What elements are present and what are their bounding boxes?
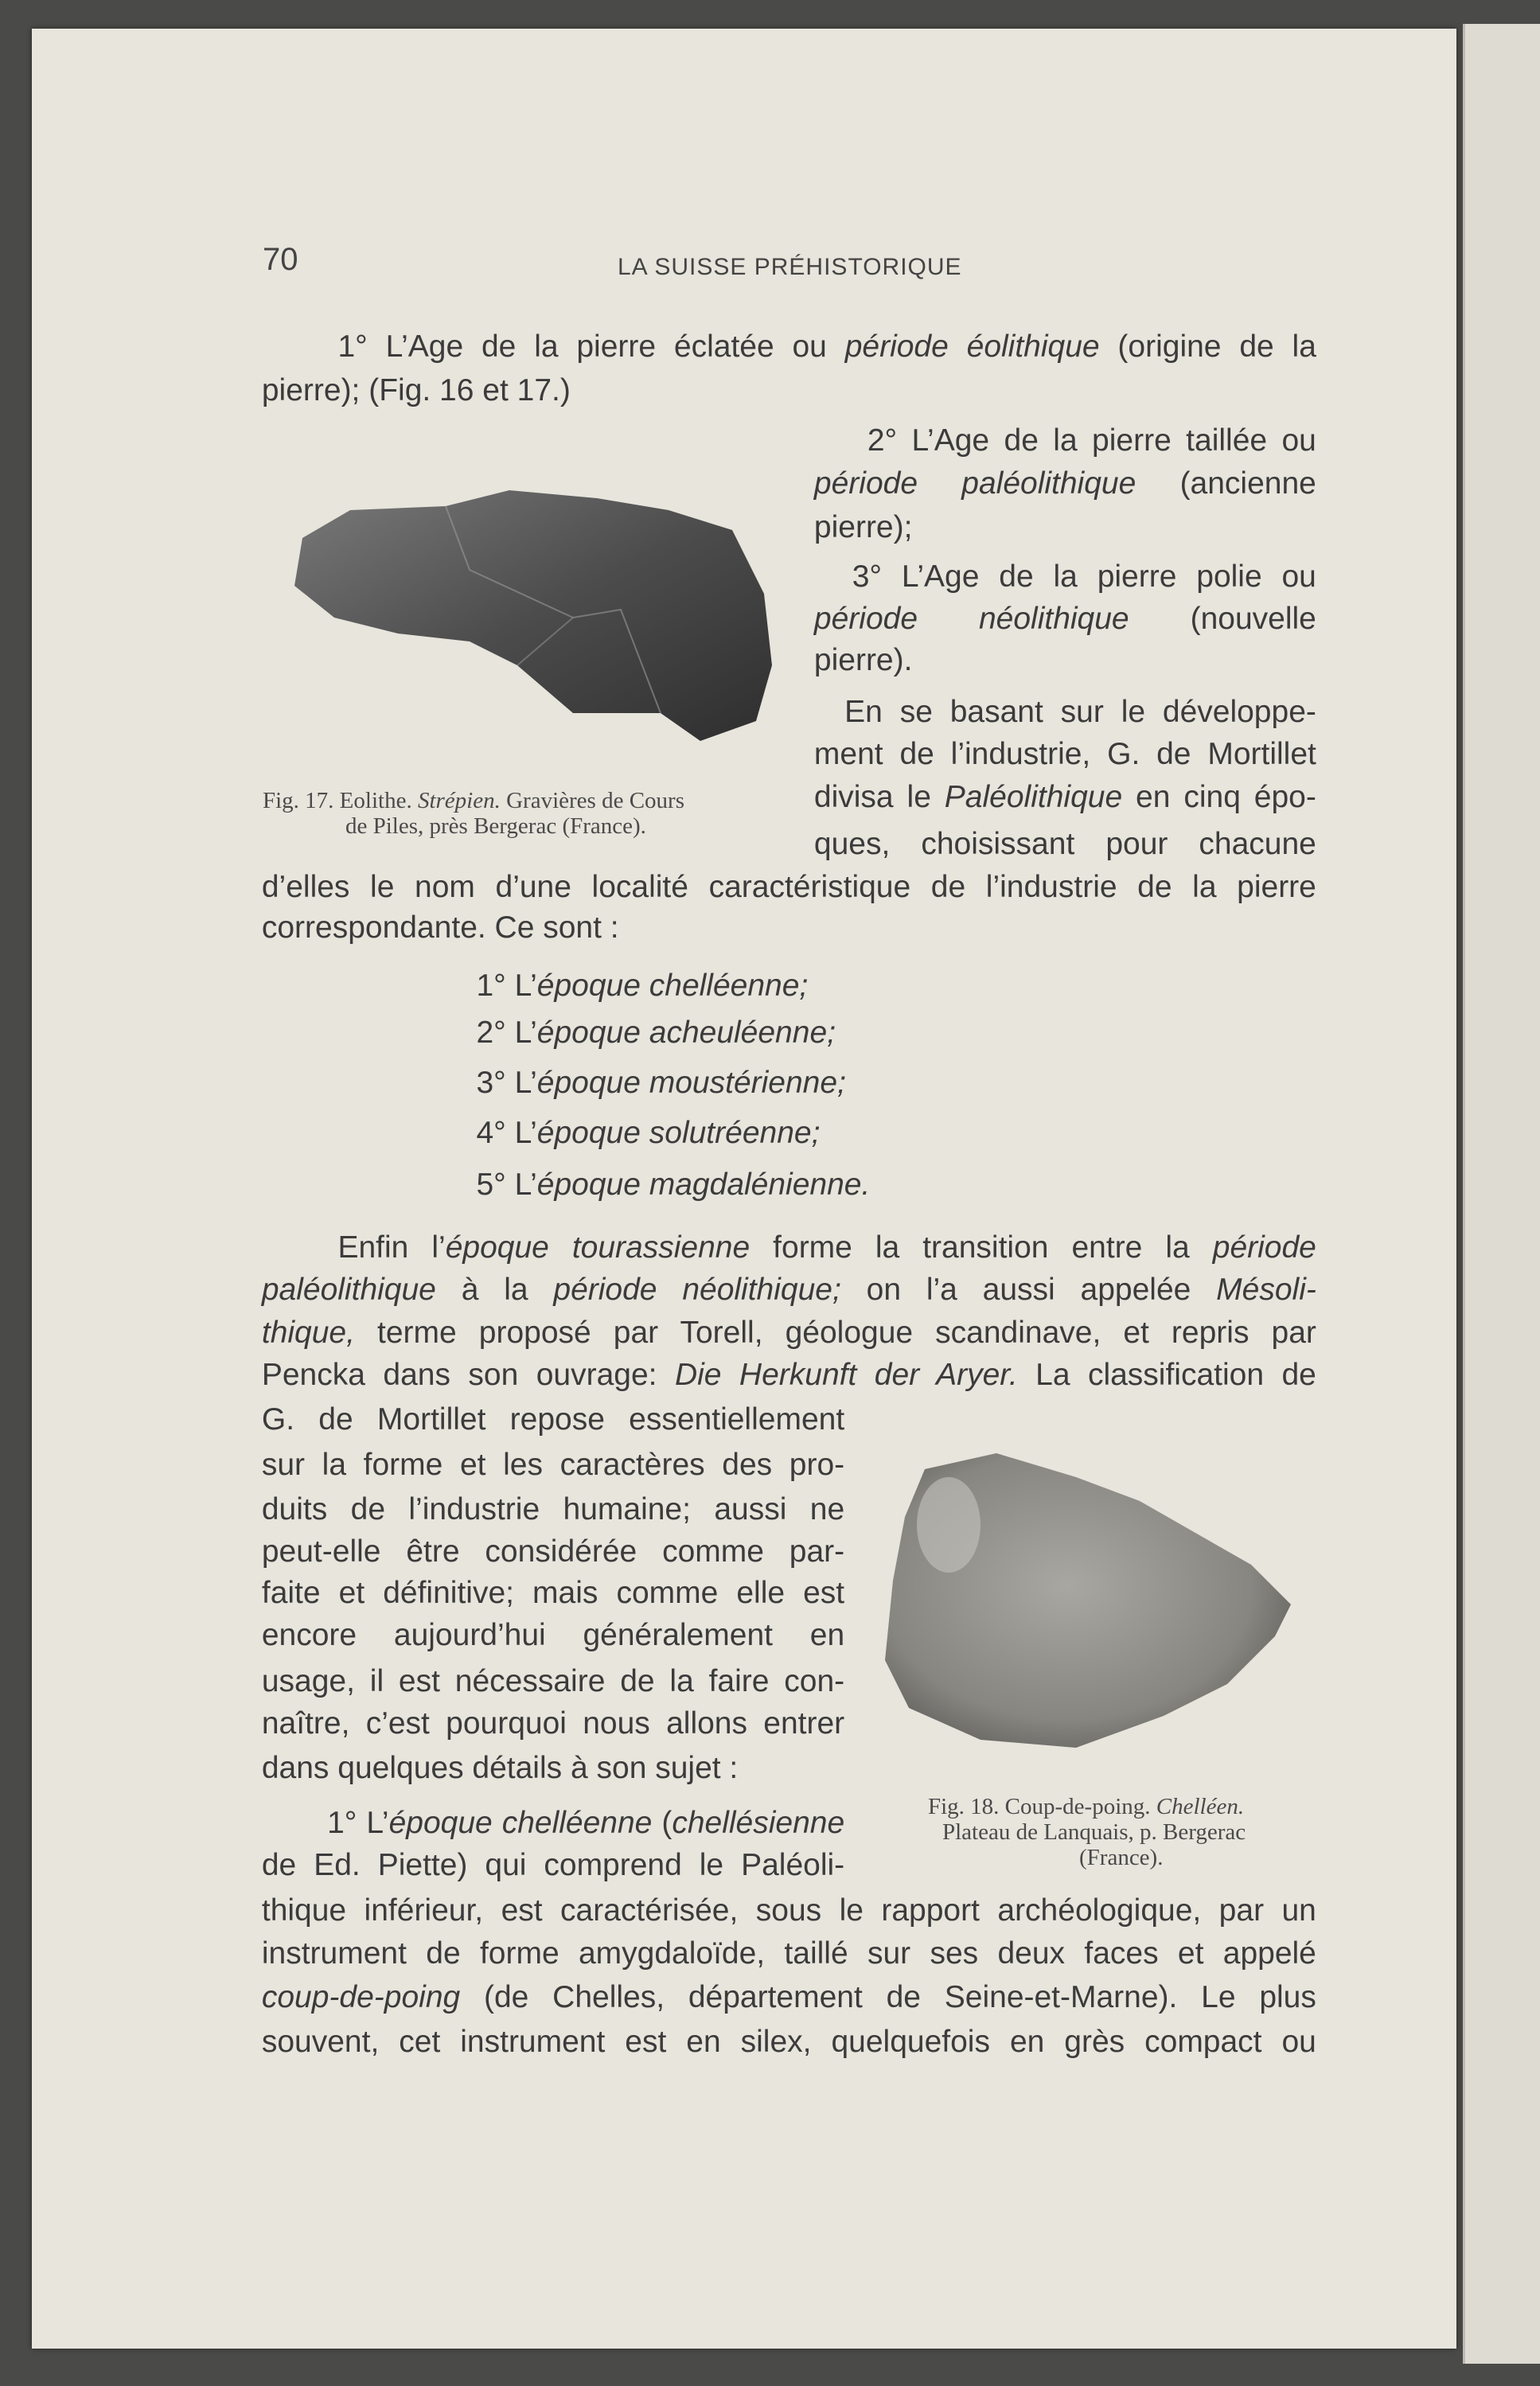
italic-text: période xyxy=(1212,1230,1316,1265)
text-run: 2° L’ xyxy=(476,1016,537,1051)
text-line xyxy=(476,1014,836,1052)
italic-text: période éolithique xyxy=(844,329,1100,364)
text-line xyxy=(476,1166,870,1204)
text-run: ques, choisissant pour chacune xyxy=(813,827,1316,862)
text-line xyxy=(814,825,1316,864)
italic-text: époque tourassienne xyxy=(445,1230,751,1265)
text-run: terme proposé par Torell, géologue scandinave, et repris par xyxy=(354,1315,1316,1350)
text-run: G. de Mortillet repose essentiellement xyxy=(261,1402,845,1437)
text-line xyxy=(262,1749,738,1788)
text-line xyxy=(262,868,1316,906)
page-number: 70 xyxy=(263,242,298,277)
italic-text: période paléolithique xyxy=(813,466,1136,501)
text-line xyxy=(262,1616,844,1655)
text-line xyxy=(327,1804,844,1842)
italic-text: thique, xyxy=(261,1315,355,1350)
text-run: 4° L’ xyxy=(476,1116,537,1151)
italic-text: époque acheuléenne; xyxy=(536,1016,836,1051)
text-line xyxy=(814,509,913,547)
text-line xyxy=(262,1271,1316,1309)
text-line xyxy=(262,1892,1316,1930)
text-line xyxy=(476,1114,820,1152)
italic-text: époque magdalénienne. xyxy=(536,1168,871,1203)
text-line xyxy=(814,600,1316,638)
text-run: ( xyxy=(652,1805,673,1840)
text-line xyxy=(262,1446,844,1484)
text-run: (de Chelles, département de Seine-et-Marne). Le plus xyxy=(460,1980,1316,2015)
text-run: (ancienne xyxy=(1136,466,1316,501)
text-run: faite et définitive; mais comme elle est xyxy=(261,1575,845,1610)
text-line xyxy=(262,2023,1316,2061)
figure-18-caption-line3: (France). xyxy=(1079,1845,1164,1870)
text-run: forme la transition entre la xyxy=(750,1230,1213,1265)
text-line xyxy=(262,1314,1316,1352)
text-run: à la xyxy=(435,1273,554,1308)
text-run: correspondante. Ce sont : xyxy=(261,910,619,945)
text-run: (origine de la xyxy=(1099,329,1316,364)
text-line xyxy=(814,735,1316,774)
text-run: d’elles le nom d’une localité caractéristique de l’industrie de la pierre xyxy=(261,869,1316,904)
figure-18-caption-line1: Fig. 18. Coup-de-poing. Chelléen. xyxy=(928,1794,1245,1819)
text-run: en cinq épo- xyxy=(1122,779,1316,814)
text-run: duits de l’industrie humaine; aussi ne xyxy=(261,1491,845,1526)
text-run: instrument de forme amygdaloïde, taillé sur ses deux faces et appelé xyxy=(261,1936,1316,1971)
text-run: 2° L’Age de la pierre taillée ou xyxy=(867,423,1316,458)
italic-text: Paléolithique xyxy=(944,779,1123,814)
text-line xyxy=(476,967,808,1005)
text-line xyxy=(867,422,1316,460)
text-line xyxy=(262,1491,844,1529)
text-run: La classification de xyxy=(1017,1358,1316,1393)
book-page xyxy=(32,29,1456,2349)
text-run: 3° L’ xyxy=(476,1066,537,1101)
italic-text: époque chelléenne xyxy=(388,1805,653,1840)
italic-text: période néolithique; xyxy=(553,1273,841,1308)
text-line xyxy=(337,328,1316,366)
figure-17-caption-line2: de Piles, près Bergerac (France). xyxy=(345,813,646,839)
italic-text: paléolithique xyxy=(261,1273,436,1308)
text-line xyxy=(262,1979,1316,2017)
italic-text: Die Herkunft der Aryer. xyxy=(674,1358,1018,1393)
italic-text: coup-de-poing xyxy=(261,1980,461,2015)
text-run: 1° L’ xyxy=(476,968,537,1003)
text-run: (nouvelle xyxy=(1129,602,1316,637)
figure-18-coup-de-poing-image xyxy=(877,1445,1299,1756)
text-line xyxy=(476,1064,845,1102)
text-run: pierre). xyxy=(813,642,913,677)
text-line xyxy=(814,641,913,680)
text-run: sur la forme et les caractères des pro- xyxy=(261,1448,845,1483)
text-run: de Ed. Piette) qui comprend le Paléoli- xyxy=(261,1848,845,1883)
italic-text: époque solutréenne; xyxy=(536,1116,821,1151)
text-line xyxy=(814,778,1316,817)
running-title: LA SUISSE PRÉHISTORIQUE xyxy=(618,254,962,280)
text-run: peut-elle être considérée comme par- xyxy=(261,1534,845,1569)
italic-text: Mésoli- xyxy=(1216,1273,1316,1308)
text-line xyxy=(262,1401,844,1439)
text-line xyxy=(337,1229,1316,1267)
italic-text: époque moustérienne; xyxy=(536,1066,846,1101)
figure-17-eolith-image xyxy=(287,474,796,745)
text-line xyxy=(262,909,619,947)
text-line xyxy=(262,1705,844,1743)
text-line xyxy=(262,1533,844,1571)
text-run: on l’a aussi appelée xyxy=(840,1273,1217,1308)
text-line xyxy=(262,372,571,410)
text-run: divisa le xyxy=(813,779,945,814)
text-line xyxy=(852,558,1316,596)
italic-text: chellésienne xyxy=(672,1805,845,1840)
italic-text: époque chelléenne; xyxy=(536,968,809,1003)
text-run: 1° L’ xyxy=(327,1805,389,1840)
italic-text: période néolithique xyxy=(813,602,1129,637)
text-line xyxy=(814,465,1316,503)
text-run: dans quelques détails à son sujet : xyxy=(261,1750,739,1785)
text-line xyxy=(262,1846,844,1885)
text-line xyxy=(844,693,1316,731)
figure-17-caption-line1: Fig. 17. Eolithe. Strépien. Gravières de Cours xyxy=(263,788,684,813)
text-run: encore aujourd’hui généralement en xyxy=(261,1618,845,1653)
text-run: 3° L’Age de la pierre polie ou xyxy=(852,559,1316,594)
text-line xyxy=(262,1356,1316,1394)
text-run: pierre); xyxy=(813,510,913,545)
figure-18-caption-line2: Plateau de Lanquais, p. Bergerac xyxy=(942,1819,1246,1845)
text-run: souvent, cet instrument est en silex, quelquefois en grès compact ou xyxy=(261,2024,1316,2059)
text-run: thique inférieur, est caractérisée, sous le rapport archéologique, par un xyxy=(261,1893,1316,1928)
text-line xyxy=(262,1663,844,1701)
text-line xyxy=(262,1935,1316,1973)
text-run: pierre); (Fig. 16 et 17.) xyxy=(261,373,571,408)
text-run: usage, il est nécessaire de la faire con- xyxy=(261,1663,845,1698)
text-run: naître, c’est pourquoi nous allons entrer xyxy=(261,1706,845,1741)
text-run: 1° L’Age de la pierre éclatée ou xyxy=(337,329,845,364)
adjacent-page-edge xyxy=(1463,24,1540,2364)
text-run: ment de l’industrie, G. de Mortillet xyxy=(813,737,1316,772)
text-run: 5° L’ xyxy=(476,1168,537,1203)
text-run: Enfin l’ xyxy=(337,1230,446,1265)
text-run: En se basant sur le développe- xyxy=(844,694,1316,729)
text-run: Pencka dans son ouvrage: xyxy=(261,1358,675,1393)
text-line xyxy=(262,1574,844,1612)
